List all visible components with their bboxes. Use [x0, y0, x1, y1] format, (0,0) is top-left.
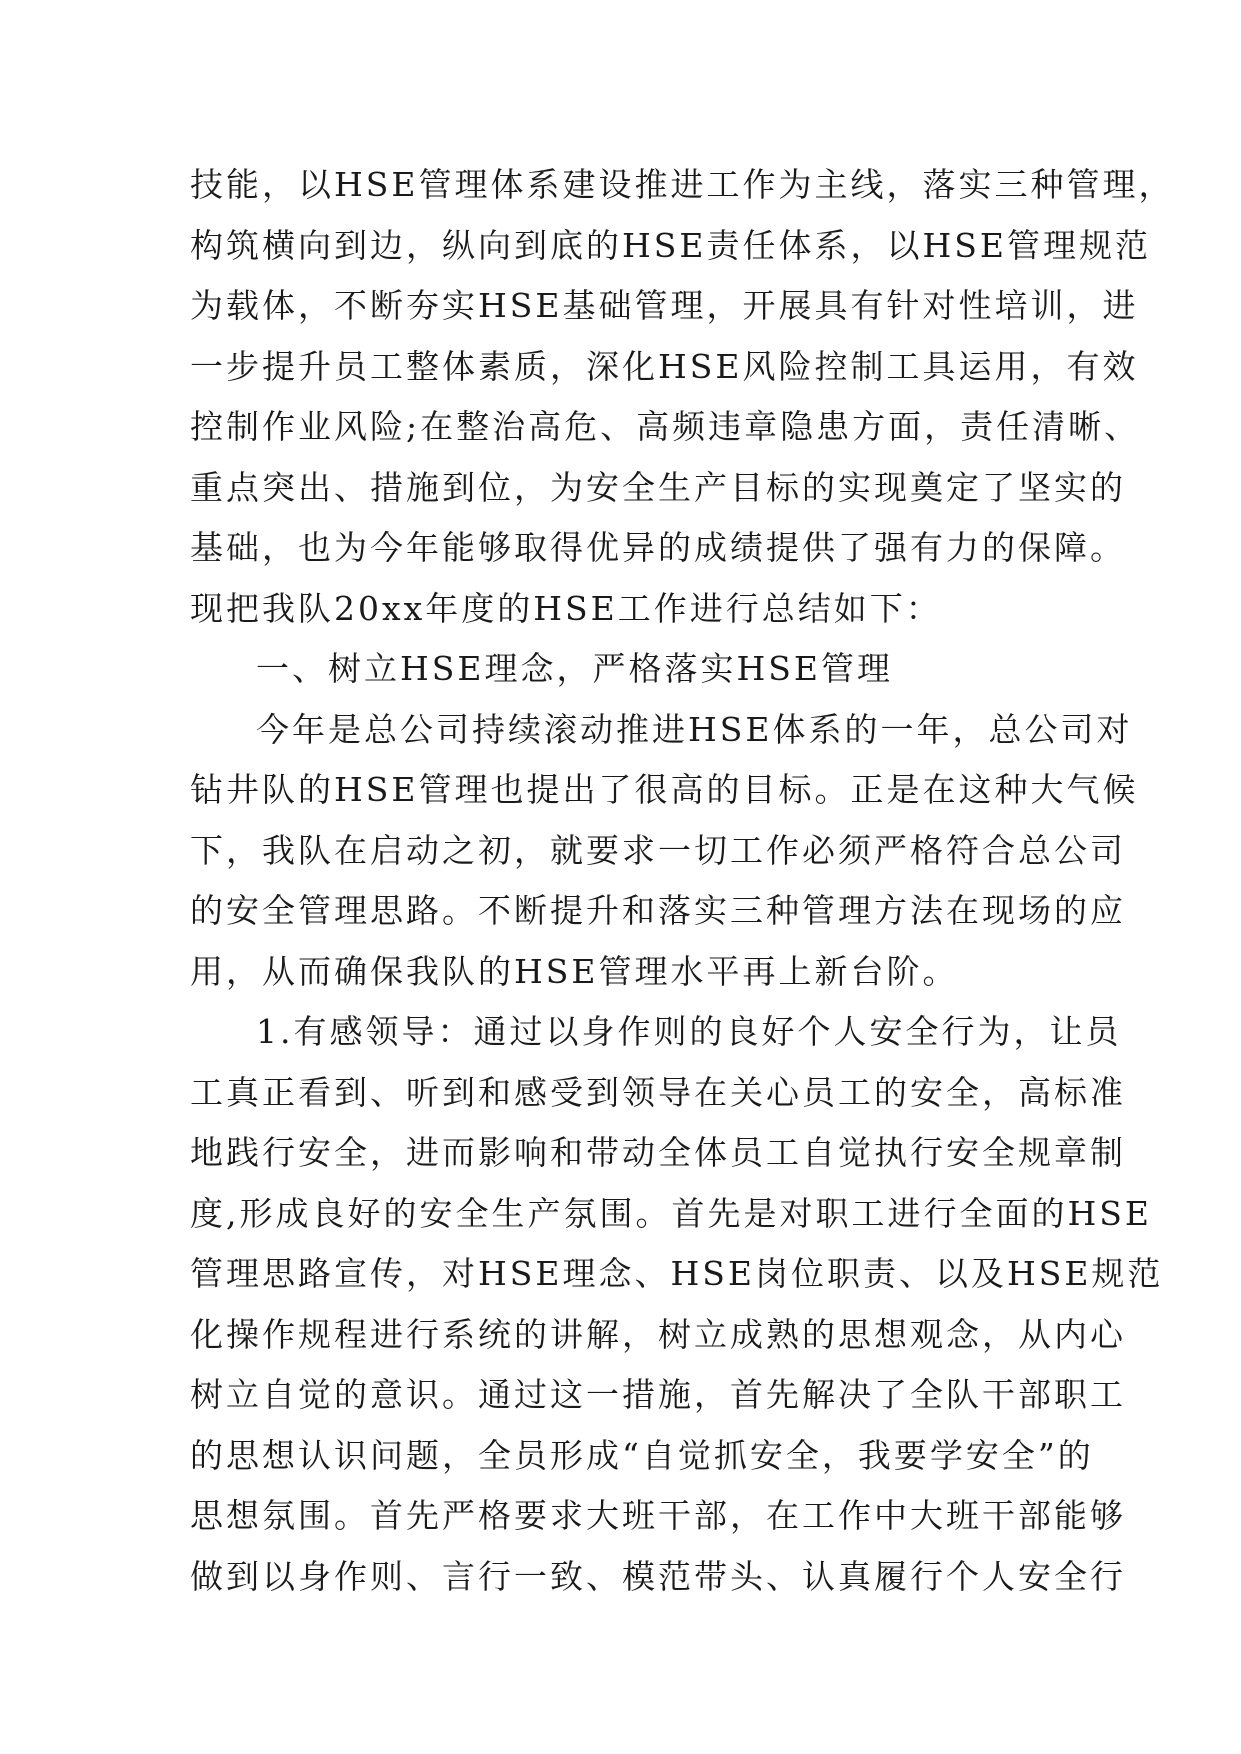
text-line: 构筑横向到边，纵向到底的HSE责任体系，以HSE管理规范 [190, 225, 1151, 265]
text-line: 的安全管理思路。不断提升和落实三种管理方法在现场的应 [190, 891, 1126, 930]
text-line: 控制作业风险;在整治高危、高频违章隐患方面，责任清晰、 [190, 407, 1141, 446]
text-line: 思想氛围。首先严格要求大班干部，在工作中大班干部能够 [190, 1496, 1126, 1535]
text-line: 技能，以HSE管理体系建设推进工作为主线，落实三种管理， [190, 165, 1175, 204]
text-line: 重点突出、措施到位，为安全生产目标的实现奠定了坚实的 [190, 467, 1126, 507]
text-line: 一、树立HSE理念，严格落实HSE管理 [256, 649, 893, 688]
text-line: 基础，也为今年能够取得优异的成绩提供了强有力的保障。 [190, 528, 1126, 567]
text-line: 工真正看到、听到和感受到领导在关心员工的安全，高标准 [190, 1072, 1126, 1112]
text-line: 用，从而确保我队的HSE管理水平再上新台阶。 [190, 951, 959, 991]
text-line: 树立自觉的意识。通过这一措施，首先解决了全队干部职工 [190, 1375, 1126, 1414]
text-line: 的思想认识问题，全员形成“自觉抓安全，我要学安全”的 [190, 1435, 1094, 1475]
text-line: 地践行安全，进而影响和带动全体员工自觉执行安全规章制 [190, 1133, 1126, 1172]
text-line: 做到以身作则、言行一致、模范带头、认真履行个人安全行 [190, 1556, 1126, 1596]
text-line: 管理思路宣传，对HSE理念、HSE岗位职责、以及HSE规范 [190, 1254, 1164, 1293]
text-line: 为载体，不断夯实HSE基础管理，开展具有针对性培训，进 [190, 286, 1139, 325]
text-line: 一步提升员工整体素质，深化HSE风险控制工具运用，有效 [190, 346, 1139, 386]
text-line: 化操作规程进行系统的讲解，树立成熟的思想观念，从内心 [190, 1314, 1126, 1354]
text-line: 今年是总公司持续滚动推进HSE体系的一年，总公司对 [256, 709, 1133, 749]
text-line: 下，我队在启动之初，就要求一切工作必须严格符合总公司 [190, 830, 1126, 870]
text-line: 钻井队的HSE管理也提出了很高的目标。正是在这种大气候 [190, 770, 1139, 809]
body-text [190, 155, 1175, 1607]
text-line: 1.有感领导：通过以身作则的良好个人安全行为，让员 [256, 1012, 1122, 1051]
text-line: 度,形成良好的安全生产氛围。首先是对职工进行全面的HSE [190, 1193, 1152, 1233]
text-line: 现把我队20xx年度的HSE工作进行总结如下： [190, 588, 942, 628]
